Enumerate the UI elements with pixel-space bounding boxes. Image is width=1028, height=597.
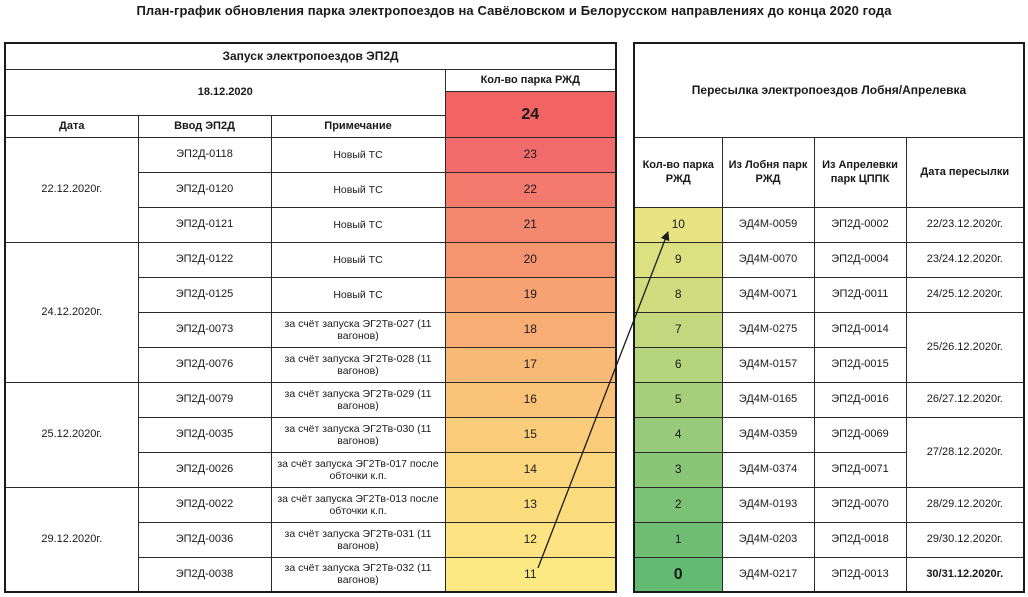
transfer-date: 23/24.12.2020г. [906,242,1024,277]
row-note: за счёт запуска ЭГ2Тв-027 (11 вагонов) [271,312,445,347]
fleet-count: 20 [445,242,616,277]
transfer-table [633,42,1025,593]
from-aprelevka: ЭП2Д-0013 [814,557,906,592]
table-row [634,487,1024,522]
row-note: Новый ТС [271,242,445,277]
train-id: ЭП2Д-0121 [138,207,271,242]
from-lobnya: ЭД4М-0070 [722,242,814,277]
train-id: ЭП2Д-0035 [138,417,271,452]
from-aprelevka: ЭП2Д-0069 [814,417,906,452]
train-id: ЭП2Д-0118 [138,137,271,172]
remaining-count: 4 [634,417,722,452]
page-title: План-график обновления парка электропоездов на Савёловском и Белорусском направлениях до конца 2020 года [136,3,892,18]
train-id: ЭП2Д-0125 [138,277,271,312]
group-date: 24.12.2020г. [5,242,138,382]
group-date: 22.12.2020г. [5,137,138,242]
train-id: ЭП2Д-0120 [138,172,271,207]
transfer-date: 26/27.12.2020г. [906,382,1024,417]
from-lobnya: ЭД4М-0059 [722,207,814,242]
from-lobnya: ЭД4М-0275 [722,312,814,347]
remaining-count: 9 [634,242,722,277]
train-id: ЭП2Д-0073 [138,312,271,347]
from-lobnya: ЭД4М-0157 [722,347,814,382]
table-row [634,382,1024,417]
column-header-date: Дата [5,115,138,137]
ep2d-launch-table [4,42,617,593]
row-note: за счёт запуска ЭГ2Тв-029 (11 вагонов) [271,382,445,417]
from-lobnya: ЭД4М-0217 [722,557,814,592]
train-id: ЭП2Д-0026 [138,452,271,487]
from-lobnya: ЭД4М-0374 [722,452,814,487]
column-header-note: Примечание [271,115,445,137]
right-table-header: Пересылка электропоездов Лобня/Апрелевка [634,43,1024,137]
transfer-date: 24/25.12.2020г. [906,277,1024,312]
remaining-count: 6 [634,347,722,382]
row-note: за счёт запуска ЭГ2Тв-017 после обточки к.п. [271,452,445,487]
group-date: 25.12.2020г. [5,382,138,487]
transfer-date: 27/28.12.2020г. [906,417,1024,487]
row-note: Новый ТС [271,207,445,242]
transfer-date: 25/26.12.2020г. [906,312,1024,382]
column-header-from-lobnya: Из Лобня парк РЖД [722,137,814,207]
table-row [634,312,1024,347]
remaining-count: 3 [634,452,722,487]
column-header-transfer-date: Дата пересылки [906,137,1024,207]
remaining-count: 5 [634,382,722,417]
row-note: Новый ТС [271,172,445,207]
from-lobnya: ЭД4М-0359 [722,417,814,452]
remaining-count: 2 [634,487,722,522]
transfer-date: 30/31.12.2020г. [906,557,1024,592]
train-id: ЭП2Д-0122 [138,242,271,277]
from-lobnya: ЭД4М-0193 [722,487,814,522]
row-note: за счёт запуска ЭГ2Тв-031 (11 вагонов) [271,522,445,557]
column-header-from-aprelevka: Из Апрелевки парк ЦППК [814,137,906,207]
transfer-date: 28/29.12.2020г. [906,487,1024,522]
from-aprelevka: ЭП2Д-0018 [814,522,906,557]
table-row [634,207,1024,242]
remaining-count: 0 [634,557,722,592]
remaining-count: 10 [634,207,722,242]
remaining-count: 8 [634,277,722,312]
from-aprelevka: ЭП2Д-0011 [814,277,906,312]
fleet-count: 18 [445,312,616,347]
fleet-count: 16 [445,382,616,417]
fleet-count: 22 [445,172,616,207]
group-date: 29.12.2020г. [5,487,138,592]
table-row [5,137,616,172]
table-row [634,242,1024,277]
from-lobnya: ЭД4М-0071 [722,277,814,312]
fleet-count: 15 [445,417,616,452]
fleet-count: 14 [445,452,616,487]
column-header-train: Ввод ЭП2Д [138,115,271,137]
remaining-count: 1 [634,522,722,557]
count-header: Кол-во парка РЖД [445,69,616,91]
train-id: ЭП2Д-0076 [138,347,271,382]
table-row [634,522,1024,557]
remaining-count: 7 [634,312,722,347]
table-row [634,277,1024,312]
launch-date-header: 18.12.2020 [5,69,445,115]
left-table-header: Запуск электропоездов ЭП2Д [5,43,616,69]
from-aprelevka: ЭП2Д-0014 [814,312,906,347]
row-note: Новый ТС [271,277,445,312]
fleet-count: 19 [445,277,616,312]
row-note: за счёт запуска ЭГ2Тв-032 (11 вагонов) [271,557,445,592]
table-row [5,382,616,417]
row-note: Новый ТС [271,137,445,172]
train-id: ЭП2Д-0079 [138,382,271,417]
from-lobnya: ЭД4М-0165 [722,382,814,417]
train-id: ЭП2Д-0022 [138,487,271,522]
table-row [5,487,616,522]
from-lobnya: ЭД4М-0203 [722,522,814,557]
row-note: за счёт запуска ЭГ2Тв-013 после обточки к.п. [271,487,445,522]
from-aprelevka: ЭП2Д-0002 [814,207,906,242]
table-row [5,242,616,277]
transfer-date: 29/30.12.2020г. [906,522,1024,557]
fleet-count: 11 [445,557,616,592]
initial-count: 24 [445,91,616,137]
table-row [634,557,1024,592]
transfer-date: 22/23.12.2020г. [906,207,1024,242]
from-aprelevka: ЭП2Д-0004 [814,242,906,277]
row-note: за счёт запуска ЭГ2Тв-028 (11 вагонов) [271,347,445,382]
fleet-count: 21 [445,207,616,242]
fleet-count: 23 [445,137,616,172]
train-id: ЭП2Д-0038 [138,557,271,592]
from-aprelevka: ЭП2Д-0015 [814,347,906,382]
from-aprelevka: ЭП2Д-0070 [814,487,906,522]
from-aprelevka: ЭП2Д-0016 [814,382,906,417]
column-header-count: Кол-во парка РЖД [634,137,722,207]
table-row [634,417,1024,452]
from-aprelevka: ЭП2Д-0071 [814,452,906,487]
train-id: ЭП2Д-0036 [138,522,271,557]
row-note: за счёт запуска ЭГ2Тв-030 (11 вагонов) [271,417,445,452]
fleet-count: 17 [445,347,616,382]
fleet-count: 13 [445,487,616,522]
fleet-count: 12 [445,522,616,557]
